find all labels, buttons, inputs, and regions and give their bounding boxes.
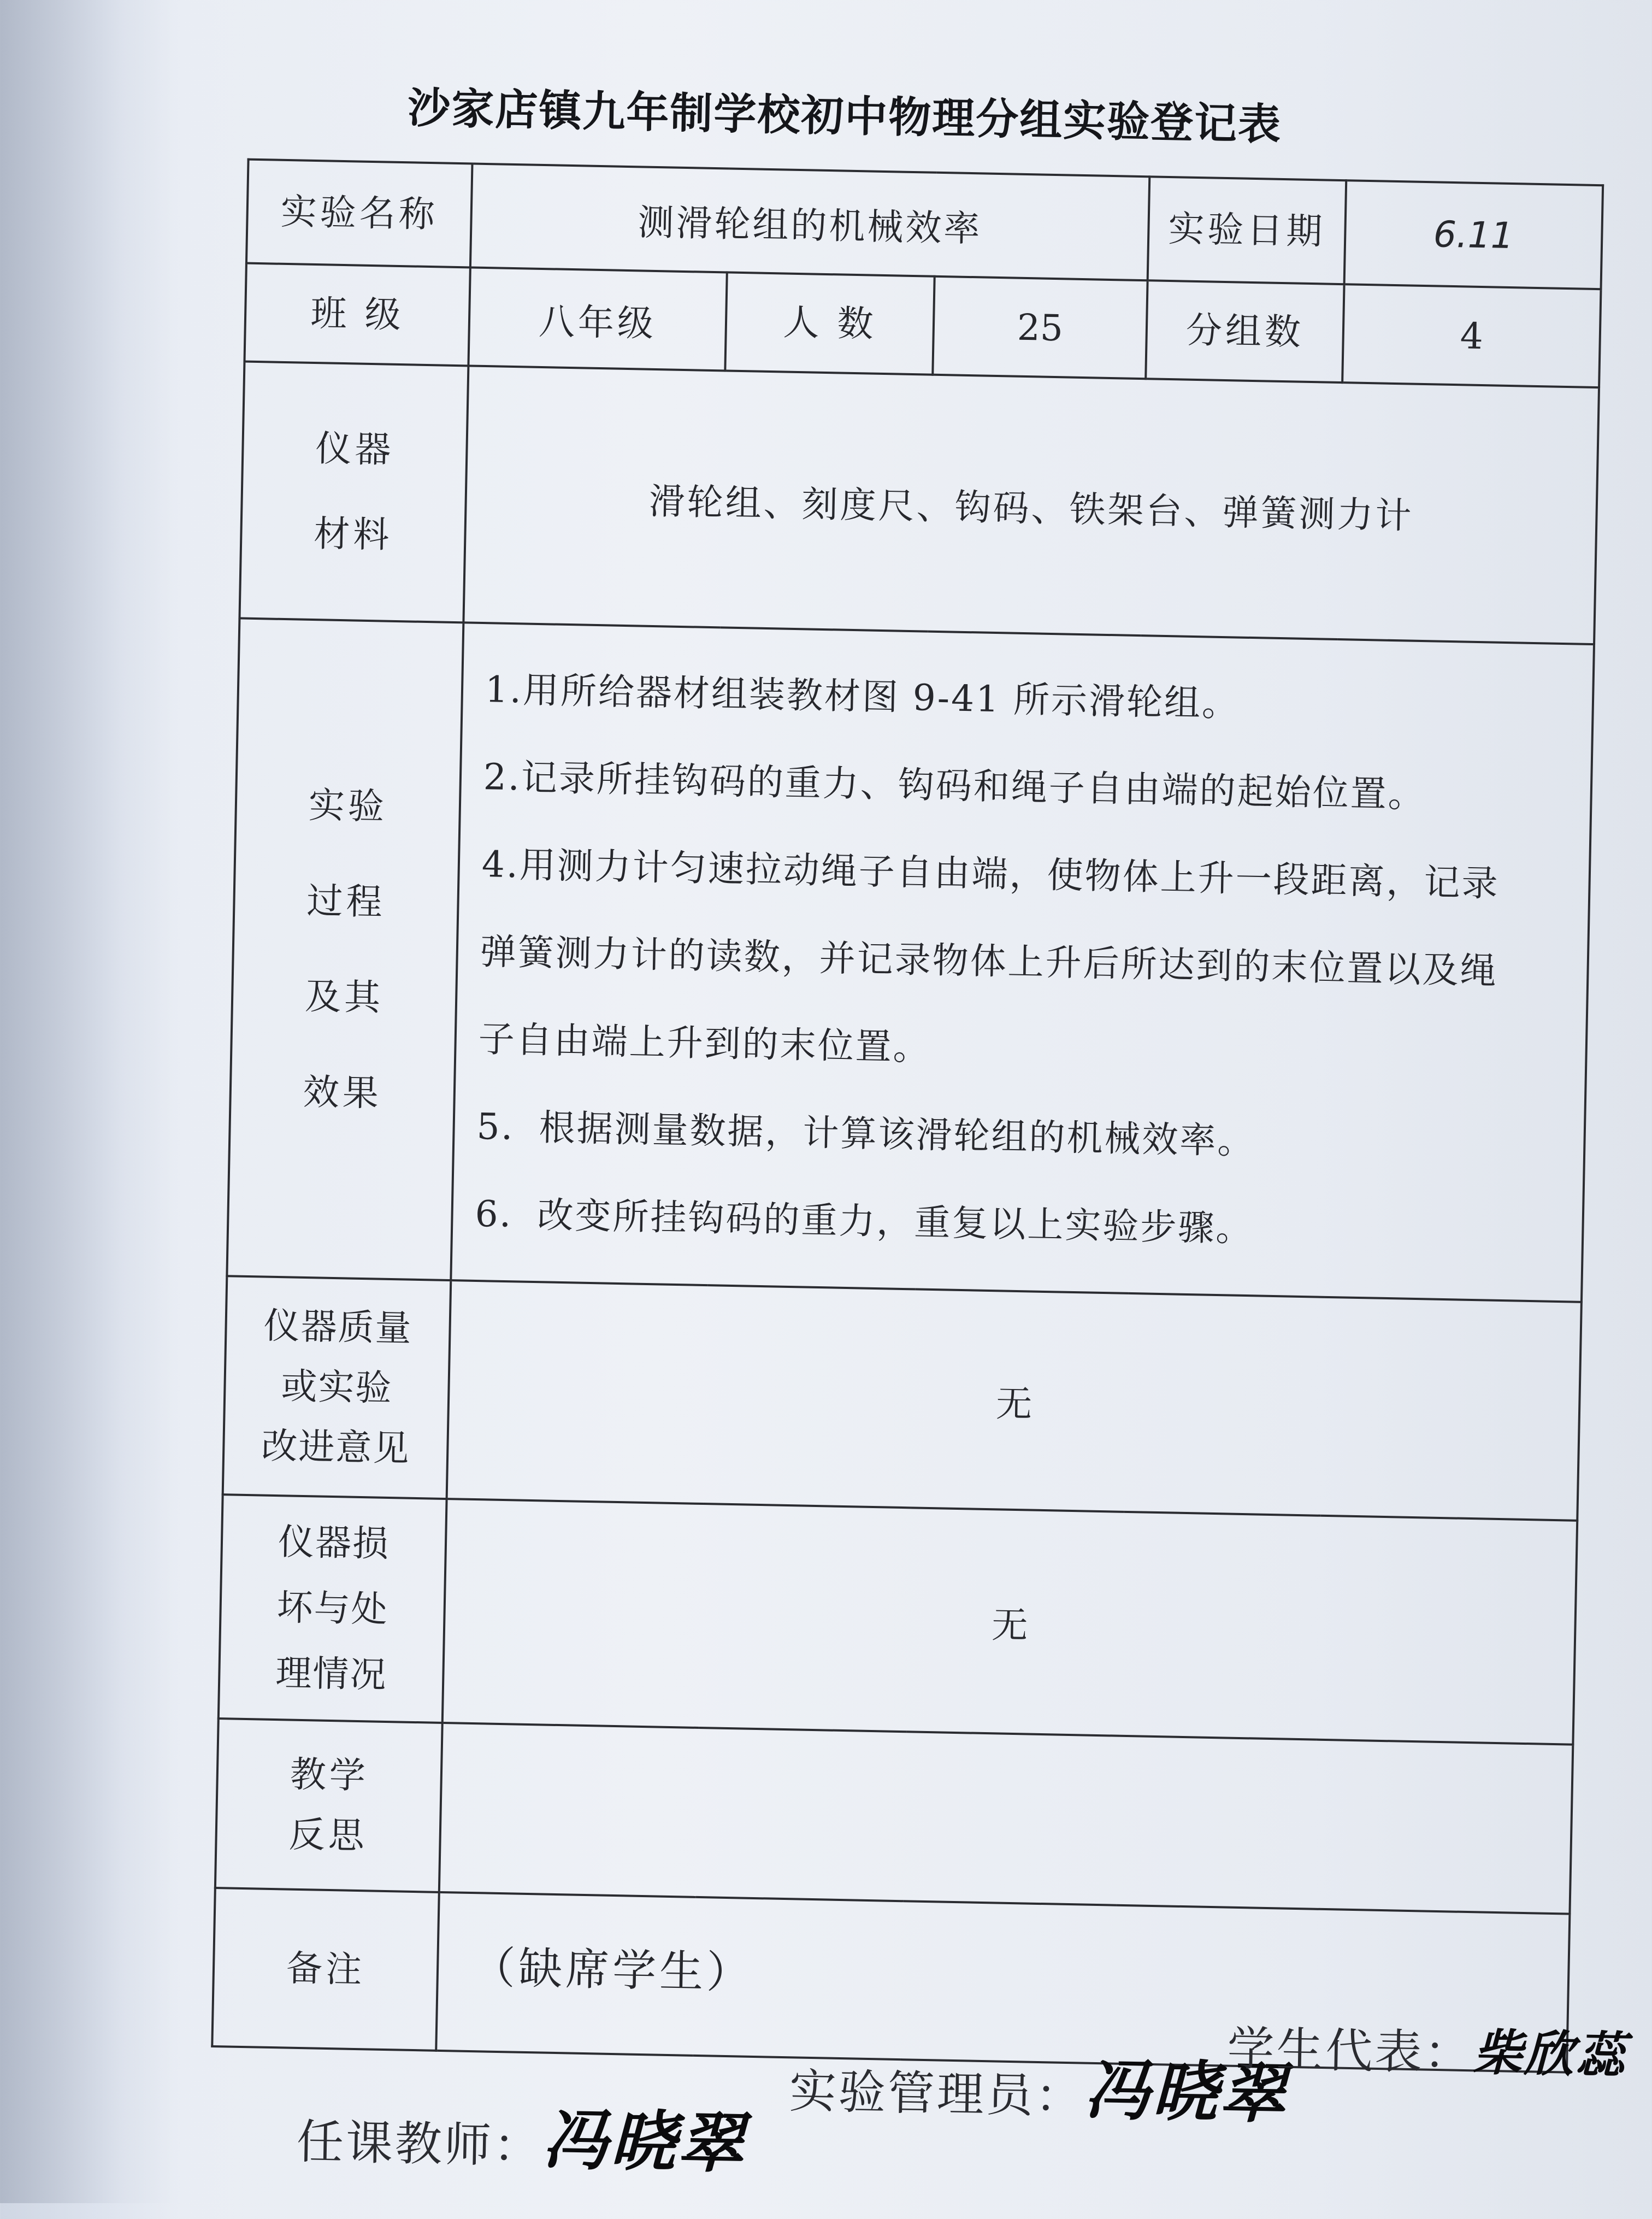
quality-value: 无 — [447, 1280, 1582, 1521]
row-quality — [223, 1276, 1582, 1521]
quality-label-line-1: 仪器质量 — [263, 1304, 413, 1350]
step-line-1: 1.用所给器材组装教材图 9-41 所示滑轮组。 — [485, 668, 1240, 725]
damage-label — [219, 1494, 447, 1723]
student-count-label: 人 数 — [725, 272, 934, 374]
group-count-value: 4 — [1342, 284, 1601, 387]
process-label-line-1: 实验 — [308, 784, 388, 828]
class-label: 班 级 — [245, 263, 470, 366]
remarks-label: 备注 — [212, 1888, 439, 2051]
process-steps — [451, 622, 1594, 1302]
experiment-date-value: 6.11 — [1344, 180, 1603, 289]
materials-value: 滑轮组、刻度尺、钩码、铁架台、弹簧测力计 — [463, 366, 1599, 644]
damage-value: 无 — [442, 1499, 1578, 1745]
signature-line-admin — [789, 2032, 1289, 2135]
damage-label-line-2: 坏与处 — [276, 1586, 389, 1631]
process-label-line-3: 及其 — [304, 975, 384, 1019]
signature-line-student — [1226, 2008, 1627, 2087]
form-title: 沙家店镇九年制学校初中物理分组实验登记表 — [407, 84, 1283, 150]
experiment-name-value: 测滑轮组的机械效率 — [470, 163, 1149, 280]
damage-label-line-3: 理情况 — [275, 1652, 388, 1696]
row-materials — [239, 362, 1599, 645]
student-count-value: 25 — [933, 276, 1147, 379]
reflection-label-line-1: 教学 — [290, 1753, 369, 1797]
materials-label-line-1: 仪器 — [315, 427, 395, 472]
quality-label — [223, 1276, 451, 1499]
admin-label: 实验管理员： — [788, 2064, 1085, 2124]
admin-signature: 冯晓翠 — [1083, 2052, 1289, 2133]
registration-table — [211, 158, 1604, 2074]
step-line-7: 6．改变所挂钩码的重力，重复以上实验步骤。 — [474, 1192, 1254, 1250]
row-reflection — [215, 1718, 1573, 1914]
teacher-label: 任课教师： — [296, 2114, 543, 2174]
reflection-value — [439, 1723, 1573, 1914]
experiment-name-label: 实验名称 — [246, 160, 473, 268]
step-line-2: 2.记录所挂钩码的重力、钩码和绳子自由端的起始位置。 — [483, 756, 1426, 816]
reflection-label-line-2: 反思 — [288, 1813, 368, 1857]
quality-label-line-3: 改进意见 — [261, 1425, 411, 1470]
step-line-4: 弹簧测力计的读数，并记录物体上升后所达到的末位置以及绳 — [480, 931, 1498, 992]
process-label — [227, 618, 463, 1280]
materials-label-line-2: 材料 — [313, 513, 393, 556]
remarks-value: （缺席学生） — [436, 1892, 1570, 2073]
student-rep-label: 学生代表： — [1226, 2021, 1474, 2081]
group-count-label: 分组数 — [1146, 280, 1344, 382]
quality-label-line-2: 或实验 — [280, 1365, 393, 1410]
experiment-date-label: 实验日期 — [1148, 176, 1347, 284]
damage-label-line-1: 仪器损 — [278, 1521, 390, 1565]
step-line-3: 4.用测力计匀速拉动绳子自由端，使物体上升一段距离，记录 — [481, 843, 1500, 905]
reflection-label — [215, 1718, 442, 1892]
step-line-5: 子自由端上升到的末位置。 — [478, 1018, 931, 1069]
materials-label — [239, 362, 468, 623]
signature-line-teacher — [296, 2083, 747, 2186]
step-line-6: 5．根据测量数据，计算该滑轮组的机械效率。 — [476, 1105, 1256, 1163]
process-label-line-4: 效果 — [303, 1070, 382, 1115]
process-label-line-2: 过程 — [306, 879, 386, 923]
row-process — [227, 618, 1594, 1302]
class-value: 八年级 — [468, 267, 727, 370]
teacher-signature: 冯晓翠 — [541, 2102, 747, 2182]
row-damage — [219, 1494, 1577, 1745]
student-rep-signature: 柴欣蕊 — [1472, 2024, 1628, 2085]
